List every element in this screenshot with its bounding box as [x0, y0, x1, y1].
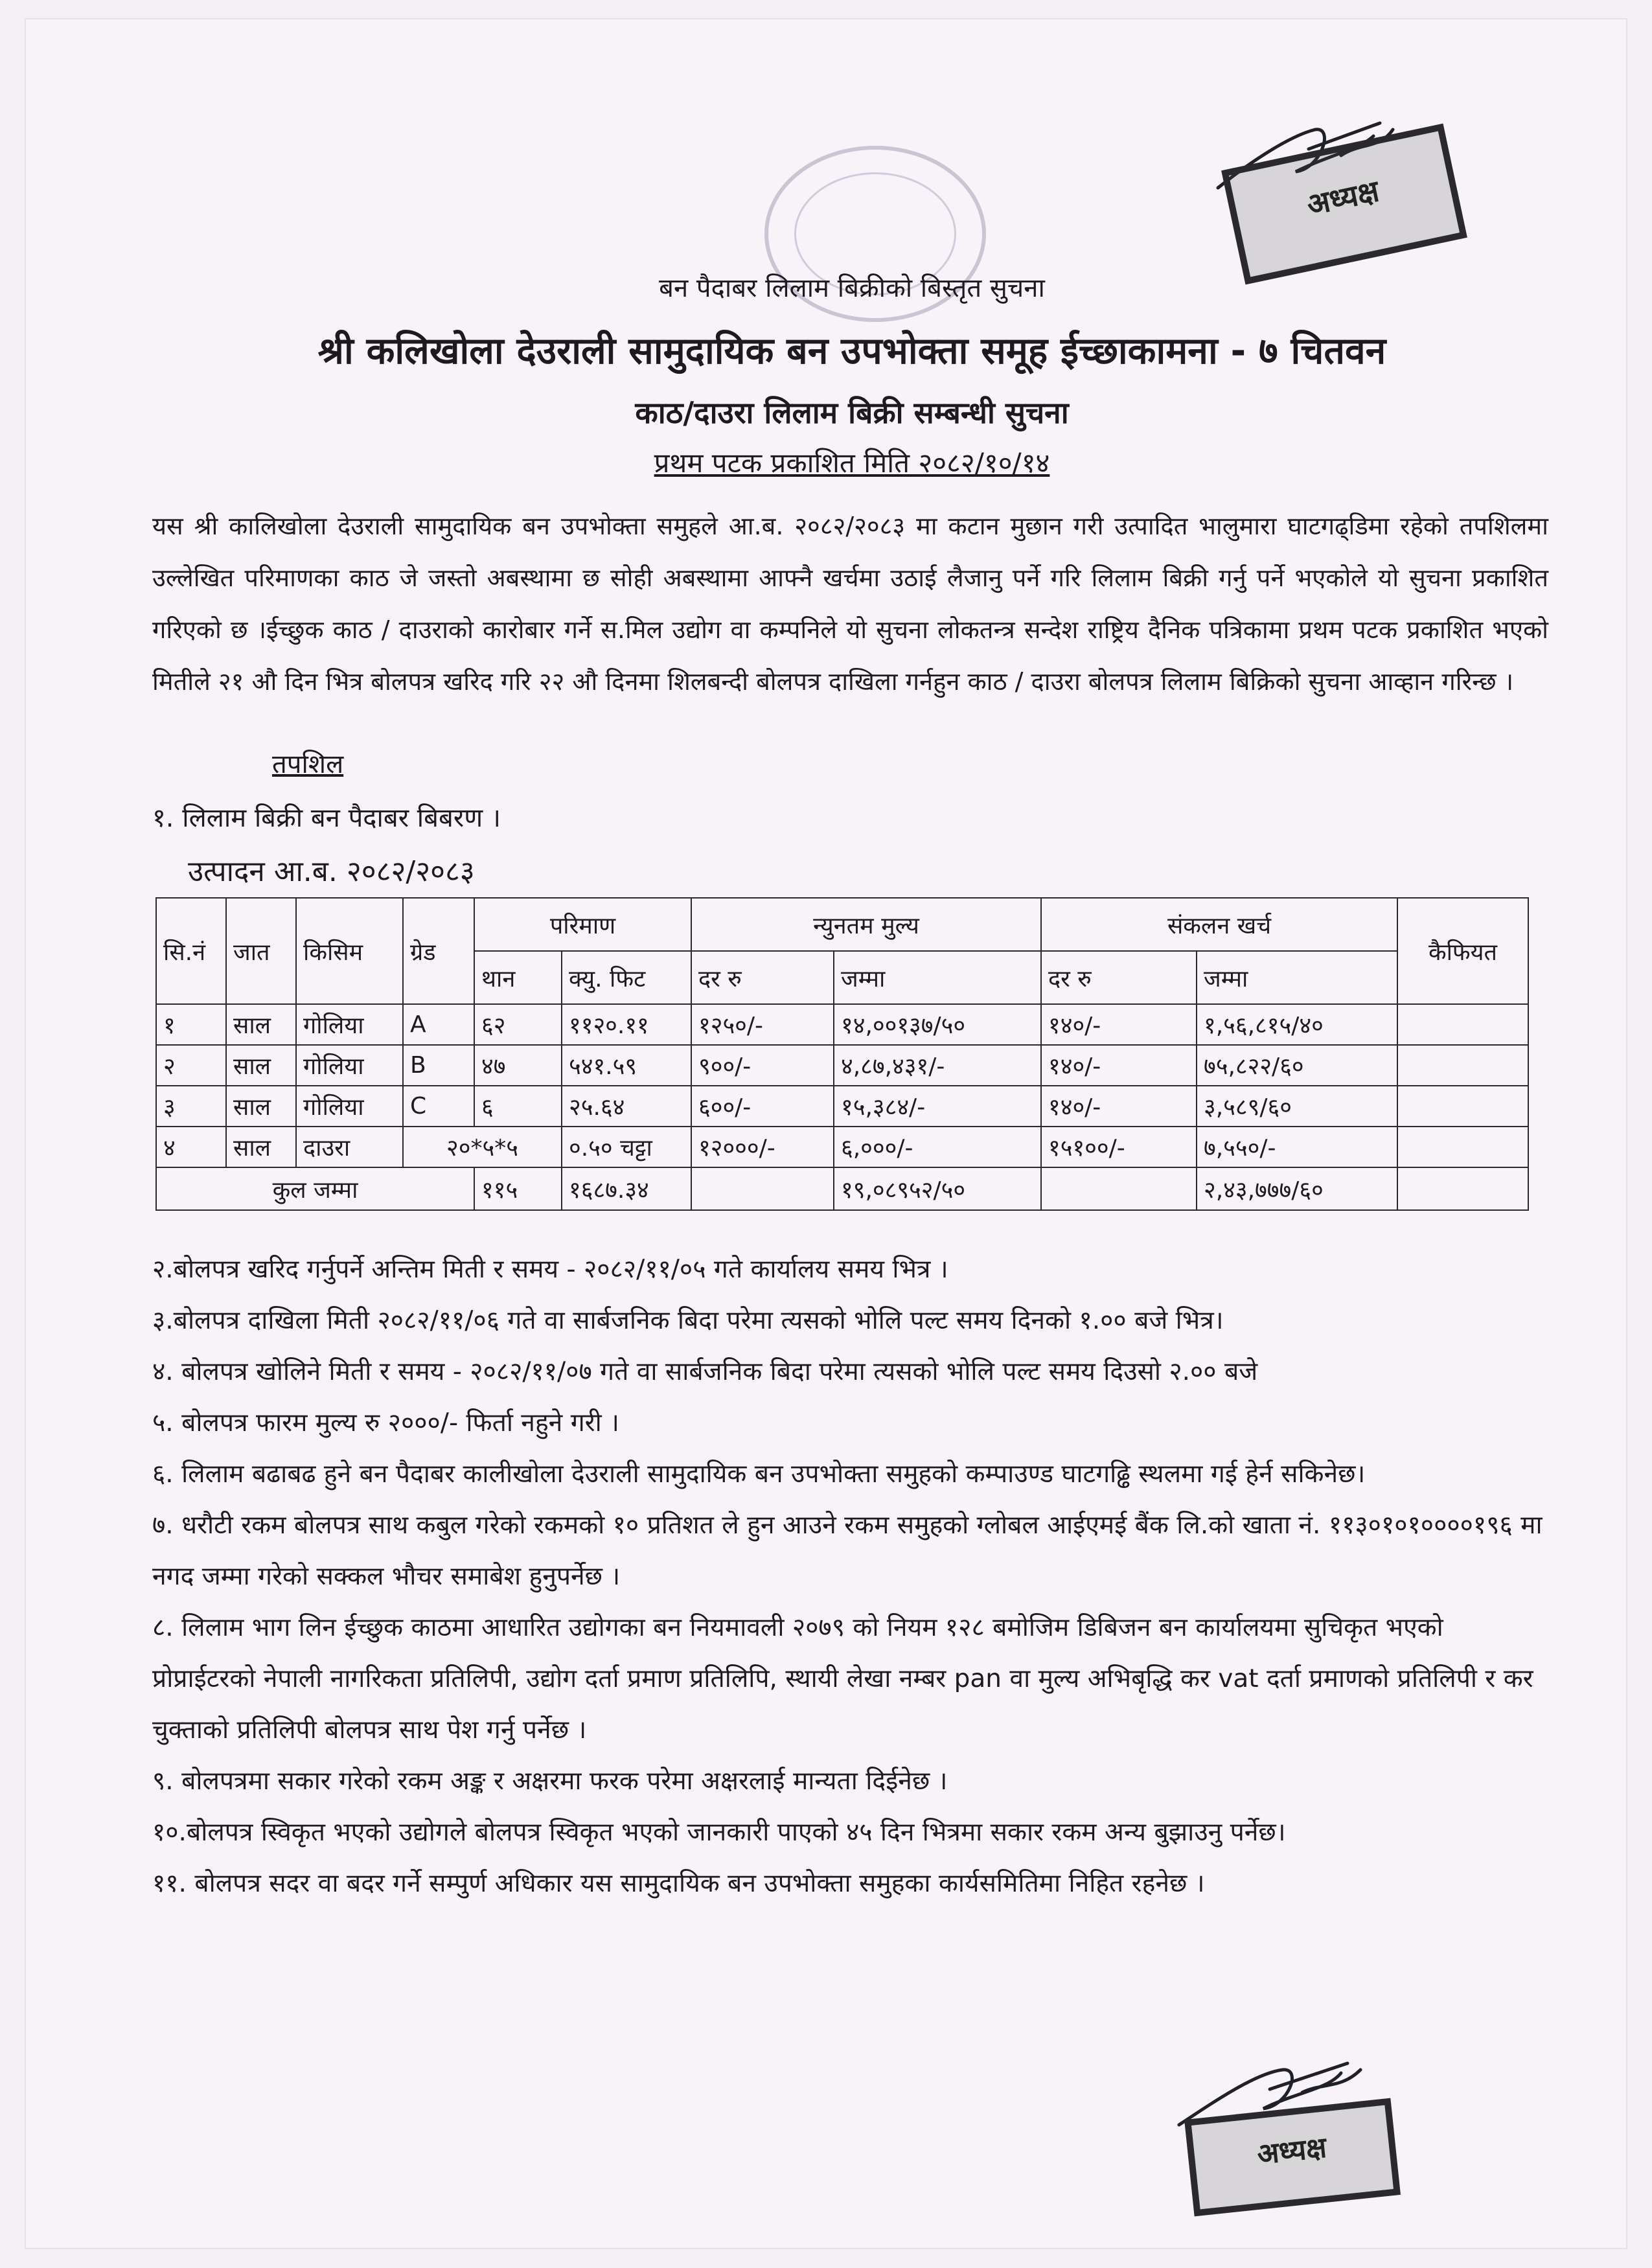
- cell-amount2: १,५६,८१५/४०: [1197, 1004, 1397, 1045]
- cell-rate2: १४०/-: [1041, 1086, 1197, 1127]
- col-pariman: परिमाण: [474, 898, 691, 951]
- col-than: थान: [474, 951, 562, 1004]
- condition-10: १०.बोलपत्र स्विकृत भएको उद्योगले बोलपत्र स्विकृत भएको जानकारी पाएको ४५ दिन भित्रमा सकार रकम अन्य बुझाउनु पर्नेछ।: [152, 1818, 1286, 1847]
- cell-jaat: साल: [226, 1004, 296, 1045]
- cell-grade: २०*५*५: [403, 1127, 562, 1167]
- condition-2: २.बोलपत्र खरिद गर्नुपर्ने अन्तिम मिती र समय - २०८२/११/०५ गते कार्यालय समय भित्र ।: [152, 1255, 948, 1284]
- cell-remark: [1397, 1004, 1528, 1045]
- cell-sn: ४: [156, 1127, 226, 1167]
- condition-3: ३.बोलपत्र दाखिला मिती २०८२/११/०६ गते वा सार्बजनिक बिदा परेमा त्यसको भोलि पल्ट समय दिनको १.०० बजे भित्र।: [152, 1306, 1224, 1335]
- col-min-price: न्युनतम मुल्य: [691, 898, 1041, 951]
- cell-rate1: ६००/-: [691, 1086, 834, 1127]
- cell-cft: २५.६४: [562, 1086, 691, 1127]
- table-row: [156, 1127, 1528, 1167]
- tapsil-label: तपशिल: [272, 750, 344, 779]
- cell-than: ६: [474, 1086, 562, 1127]
- condition-11: ११. बोलपत्र सदर वा बदर गर्ने सम्पुर्ण अधिकार यस सामुदायिक बन उपभोक्ता समुहका कार्यसमितिमा निहित रहनेछ ।: [152, 1869, 1205, 1898]
- cell-rate1: १२०००/-: [691, 1127, 834, 1167]
- auction-table: [155, 897, 1529, 1211]
- cell-rate2: १५१००/-: [1041, 1127, 1197, 1167]
- col-sn: सि.नं: [156, 898, 226, 1004]
- cell-rate1: १२५०/-: [691, 1004, 834, 1045]
- cell-grade: C: [403, 1086, 474, 1127]
- cell-jaat: साल: [226, 1086, 296, 1127]
- condition-6: ६. लिलाम बढाबढ हुने बन पैदाबर कालीखोला देउराली सामुदायिक बन उपभोक्ता समुहको कम्पाउण्ड घाटगढ्ढि स्थलमा गई हेर्न सकिनेछ।: [152, 1460, 1366, 1489]
- col-grade: ग्रेड: [403, 898, 474, 1004]
- cell-cft: ५४१.५९: [562, 1045, 691, 1086]
- cell-rate2: १४०/-: [1041, 1045, 1197, 1086]
- table-row: [156, 1086, 1528, 1127]
- cell-remark: [1397, 1127, 1528, 1167]
- cell-jaat: साल: [226, 1045, 296, 1086]
- cell-jaat: साल: [226, 1127, 296, 1167]
- cell-kisim: गोलिया: [296, 1004, 403, 1045]
- production-year-label: उत्पादन आ.ब. २०८२/२०८३: [188, 855, 475, 888]
- condition-5: ५. बोलपत्र फारम मुल्य रु २०००/- फिर्ता नहुने गरी ।: [152, 1408, 619, 1438]
- chairperson-stamp-top: अध्यक्ष: [1221, 124, 1467, 285]
- col-rate2: दर रु: [1041, 951, 1197, 1004]
- cell-sn: २: [156, 1045, 226, 1086]
- total-empty: [691, 1167, 834, 1210]
- col-amount1: जम्मा: [834, 951, 1041, 1004]
- cell-kisim: गोलिया: [296, 1086, 403, 1127]
- cell-amount2: ३,५८९/६०: [1197, 1086, 1397, 1127]
- cell-grade: B: [403, 1045, 474, 1086]
- cell-cft: ०.५० चट्टा: [562, 1127, 691, 1167]
- cell-amount1: ४,८७,४३१/-: [834, 1045, 1041, 1086]
- total-amount1: १९,०८९५२/५०: [834, 1167, 1041, 1210]
- col-amount2: जम्मा: [1197, 951, 1397, 1004]
- col-jaat: जात: [226, 898, 296, 1004]
- notice-subject: काठ/दाउरा लिलाम बिक्री सम्बन्धी सुचना: [635, 395, 1069, 430]
- notice-heading: बन पैदाबर लिलाम बिक्रीको बिस्तृत सुचना: [659, 273, 1045, 303]
- col-kisim: किसिम: [296, 898, 403, 1004]
- col-collection-cost: संकलन खर्च: [1041, 898, 1397, 951]
- total-empty: [1397, 1167, 1528, 1210]
- cell-than: ६२: [474, 1004, 562, 1045]
- cell-kisim: दाउरा: [296, 1127, 403, 1167]
- col-cft: क्यु. फिट: [562, 951, 691, 1004]
- condition-9: ९. बोलपत्रमा सकार गरेको रकम अङ्क र अक्षरमा फरक परेमा अक्षरलाई मान्यता दिईनेछ ।: [152, 1767, 948, 1796]
- total-amount2: २,४३,७७७/६०: [1197, 1167, 1397, 1210]
- table-row: [156, 1004, 1528, 1045]
- conditions-list: [152, 1244, 1545, 1909]
- cell-grade: A: [403, 1004, 474, 1045]
- cell-amount1: १४,००१३७/५०: [834, 1004, 1041, 1045]
- cell-sn: १: [156, 1004, 226, 1045]
- cell-rate2: १४०/-: [1041, 1004, 1197, 1045]
- condition-7: ७. धरौटी रकम बोलपत्र साथ कबुल गरेको रकमको १० प्रतिशत ले हुन आउने रकम समुहको ग्लोबल आईएमई बैंक लि.को खाता नं. ११३०१०१००००१९६ मा नगद जम्मा गरेको सक्कल भौचर समाबेश हुनुपर्नेछ ।: [152, 1511, 1543, 1591]
- notice-page: [26, 19, 1626, 2248]
- table-row: [156, 1045, 1528, 1086]
- table-total-row: [156, 1167, 1528, 1210]
- total-empty: [1041, 1167, 1197, 1210]
- chairperson-stamp-bottom: अध्यक्ष: [1184, 2098, 1401, 2217]
- publish-date: प्रथम पटक प्रकाशित मिति २०८२/१०/१४: [654, 447, 1050, 479]
- total-label: कुल जम्मा: [156, 1167, 474, 1210]
- condition-4: ४. बोलपत्र खोलिने मिती र समय - २०८२/११/०७ गते वा सार्बजनिक बिदा परेमा त्यसको भोलि पल्ट समय दिउसो २.०० बजे: [152, 1357, 1258, 1386]
- cell-remark: [1397, 1086, 1528, 1127]
- cell-cft: ११२०.११: [562, 1004, 691, 1045]
- total-than: ११५: [474, 1167, 562, 1210]
- condition-8: ८. लिलाम भाग लिन ईच्छुक काठमा आधारित उद्योगका बन नियमावली २०७९ को नियम १२८ बमोजिम डिबिजन बन कार्यालयमा सुचिकृत भएको प्रोप्राईटरको नेपाली नागरिकता प्रतिलिपी, उद्योग दर्ता प्रमाण प्रतिलिपि, स्थायी लेखा नम्बर pan वा मुल्य अभिबृद्धि कर vat दर्ता प्रमाणको प्रतिलिपी र कर चुक्ताको प्रतिलिपी बोलपत्र साथ पेश गर्नु पर्नेछ ।: [152, 1613, 1533, 1745]
- col-remarks: कैफियत: [1397, 898, 1528, 1004]
- intro-paragraph: यस श्री कालिखोला देउराली सामुदायिक बन उपभोक्ता समुहले आ.ब. २०८२/२०८३ मा कटान मुछान गरी उत्पादित भालुमारा घाटगढ्डिमा रहेको तपशिलमा उल्लेखित परिमाणका काठ जे जस्तो अबस्थामा छ सोही अबस्थामा आफ्नै खर्चमा उठाई लैजानु पर्ने गरि लिलाम बिक्री गर्नु पर्ने भएकोले यो सुचना प्रकाशित गरिएको छ ।ईच्छुक काठ / दाउराको कारोबार गर्ने स.मिल उद्योग वा कम्पनिले यो सुचना लोकतन्त्र सन्देश राष्ट्रिय दैनिक पत्रिकामा प्रथम पटक प्रकाशित भएको मितीले २१ औ दिन भित्र बोलपत्र खरिद गरि २२ औ दिनमा शिलबन्दी बोलपत्र दाखिला गर्नहुन काठ / दाउरा बोलपत्र लिलाम बिक्रिको सुचना आव्हान गरिन्छ ।: [152, 512, 1548, 696]
- cell-rate1: ९००/-: [691, 1045, 834, 1086]
- cell-than: ४७: [474, 1045, 562, 1086]
- total-cft: १६८७.३४: [562, 1167, 691, 1210]
- cell-amount1: ६,०००/-: [834, 1127, 1041, 1167]
- col-rate1: दर रु: [691, 951, 834, 1004]
- item1-label: १. लिलाम बिक्री बन पैदाबर बिबरण ।: [152, 803, 501, 833]
- organization-title: श्री कलिखोला देउराली सामुदायिक बन उपभोक्ता समूह ईच्छाकामना - ७ चितवन: [317, 330, 1386, 372]
- cell-amount1: १५,३८४/-: [834, 1086, 1041, 1127]
- cell-amount2: ७५,८२२/६०: [1197, 1045, 1397, 1086]
- cell-amount2: ७,५५०/-: [1197, 1127, 1397, 1167]
- cell-sn: ३: [156, 1086, 226, 1127]
- cell-remark: [1397, 1045, 1528, 1086]
- cell-kisim: गोलिया: [296, 1045, 403, 1086]
